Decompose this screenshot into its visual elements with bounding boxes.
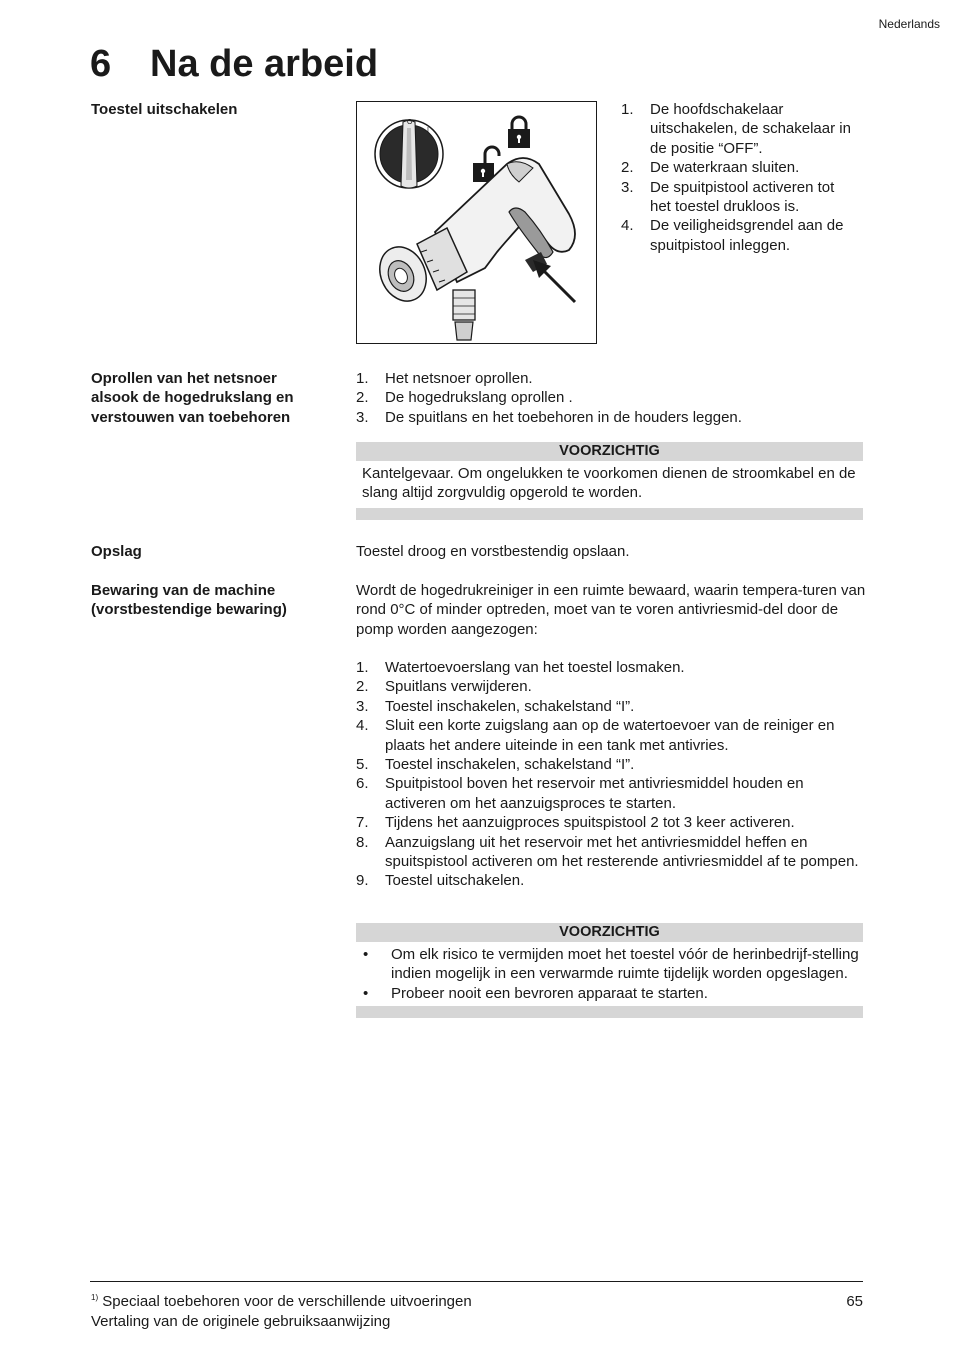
list-item: 6. Spuitpistool boven het reservoir met antivriesmiddel houden en activeren om het aanzuigsproces te starten. xyxy=(356,775,804,812)
list-item: 2. De hogedrukslang oprollen . xyxy=(356,389,573,407)
caution-title: VOORZICHTIG xyxy=(356,442,863,461)
list-item: • Om elk risico te vermijden moet het toestel vóór de herinbedrijf-stelling indien mogelijk in een verwarmde ruimte tijdelijk worden opgeslagen. xyxy=(363,946,859,983)
frost-intro: Wordt de hogedrukreiniger in een ruimte bewaard, waarin tempera-turen van rond 0°C of minder optreden, moet van te voren antivriesmid-del door de pomp worden aangezogen: xyxy=(356,582,866,638)
caution-title: VOORZICHTIG xyxy=(356,923,863,942)
list-item: 8. Aanzuigslang uit het reservoir met het antivriesmiddel heffen en spuitspistool activeren om het resterende antivriesmiddel af te pompen. xyxy=(356,833,859,871)
frost-steps xyxy=(356,658,863,891)
list-item: 1. Watertoevoerslang van het toestel losmaken. xyxy=(356,659,685,676)
section-heading-roll-up: Oprollen van het netsnoer alsook de hogedrukslang en verstouwen van toebehoren xyxy=(91,370,294,426)
footnote-mark: 1) xyxy=(91,1293,99,1302)
list-item: 2. De waterkraan sluiten. xyxy=(621,159,800,177)
chapter-title-text: Na de arbeid xyxy=(150,43,379,85)
list-item: 3. De spuitpistool activeren tot het toestel drukloos is. xyxy=(621,178,835,216)
caution-box-tipping xyxy=(356,442,863,520)
list-item: 7. Tijdens het aanzuigproces spuitspistool 2 tot 3 keer activeren. xyxy=(356,814,795,832)
spray-gun-illustration xyxy=(357,102,596,343)
switch-off-steps xyxy=(621,100,856,255)
switch-mark-off: O xyxy=(407,119,413,126)
list-item: 9. Toestel uitschakelen. xyxy=(356,872,525,890)
list-item: 1. De hoofdschakelaar uitschakelen, de schakelaar in de positie “OFF”. xyxy=(621,101,851,157)
locked-padlock-icon xyxy=(508,117,530,148)
list-item: 3. De spuitlans en het toebehoren in de houders leggen. xyxy=(356,408,742,426)
caution-bottom-bar xyxy=(356,1006,863,1018)
spray-gun-figure xyxy=(356,101,597,344)
chapter-number: 6 xyxy=(90,43,112,85)
list-item: 5. Toestel inschakelen, schakelstand “I”. xyxy=(356,756,635,774)
list-item: 4. Sluit een korte zuigslang aan op de watertoevoer van de reiniger en plaats het andere uiteinde in een tank met antivries. xyxy=(356,717,835,754)
list-item: 3. Toestel inschakelen, schakelstand “I”. xyxy=(356,697,635,715)
caution-text: Kantelgevaar. Om ongelukken te voorkomen dienen de stroomkabel en de slang altijd zorgvuldig opgerold te worden. xyxy=(362,465,856,502)
list-item: 4. De veiligheidsgrendel aan de spuitpistool inleggen. xyxy=(621,217,844,254)
caution-bullets xyxy=(362,945,863,1003)
list-item: 1. Het netsnoer oprollen. xyxy=(356,370,533,387)
caution-bottom-bar xyxy=(356,508,863,520)
section-heading-frost: Bewaring van de machine (vorstbestendige bewaring) xyxy=(91,582,287,619)
footnote xyxy=(91,1292,472,1311)
footer-divider xyxy=(90,1281,863,1282)
list-item: • Probeer nooit een bevroren apparaat te starten. xyxy=(363,984,708,1002)
chapter-title xyxy=(90,40,378,88)
storage-text: Toestel droog en vorstbestendig opslaan. xyxy=(356,543,630,560)
roll-up-steps xyxy=(356,369,863,427)
section-heading-storage: Opslag xyxy=(91,543,142,560)
switch-mark-on: I xyxy=(427,127,429,134)
section-heading-switch-off: Toestel uitschakelen xyxy=(91,101,238,118)
footnote-text: Speciaal toebehoren voor de verschillende uitvoeringen xyxy=(102,1293,472,1310)
language-label: Nederlands xyxy=(878,17,940,31)
list-item: 2. Spuitlans verwijderen. xyxy=(356,678,532,696)
caution-box-frost xyxy=(356,923,863,1018)
translation-note: Vertaling van de originele gebruiksaanwijzing xyxy=(91,1313,391,1330)
page-number: 65 xyxy=(846,1293,863,1310)
